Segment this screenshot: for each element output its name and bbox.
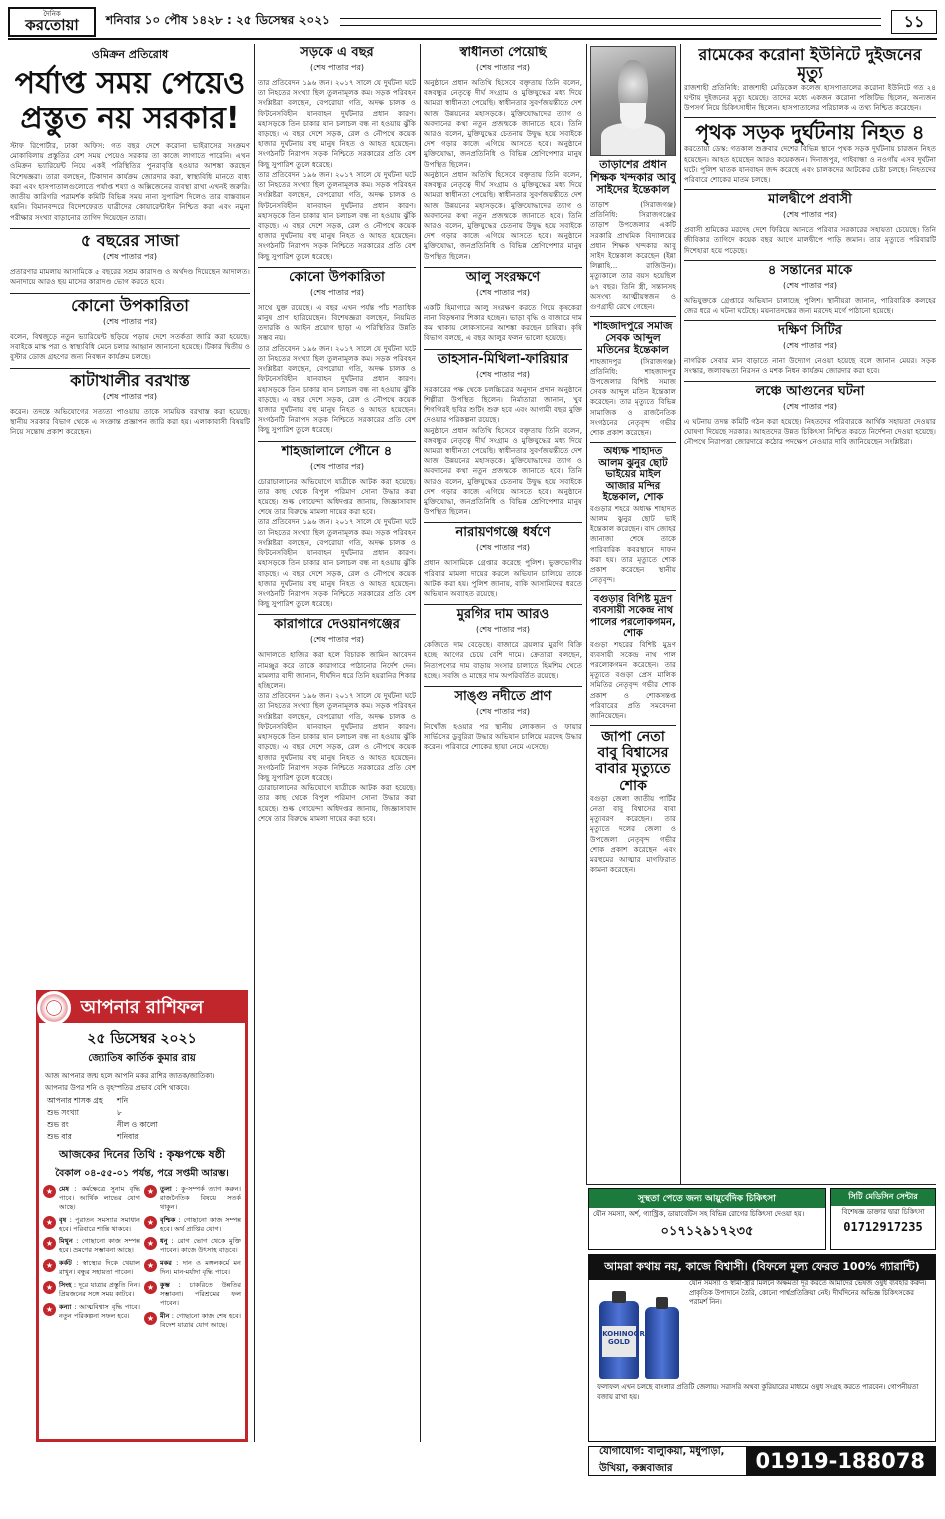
horoscope-author: জ্যোতিষ কার্তিক কুমার রায় — [88, 1053, 196, 1064]
photo-headline: তাড়াশের প্রধান শিক্ষক খন্দকার আবু সাইদের ইন্তেকাল — [590, 158, 676, 197]
continued-note: (শেষ পাতার পর) — [475, 62, 531, 72]
zodiac-sign-entry — [144, 1216, 241, 1234]
column-3 — [424, 46, 582, 1442]
continued-note: (শেষ পাতার পর) — [475, 707, 531, 717]
column-2 — [258, 46, 416, 1442]
zodiac-sign-name: তুলা — [160, 1185, 172, 1193]
zodiac-symbol-icon: ★ — [43, 1259, 56, 1272]
masthead — [8, 6, 937, 40]
story-body: কেজিতে দাম বেড়েছে। বাজারে ব্রয়লার মুরগি বিক্রি হচ্ছে আগের চেয়ে বেশি দামে। ক্রেতারা বলছেন, নিত্যপণ্যের দাম বাড়ায় সংসার চালাতে হিমশিম খেতে হচ্ছে। সবজি ও মাছের দাম অপরিবর্তিত রয়েছে। — [424, 640, 582, 680]
zodiac-sign-prediction: গোছানো কাজ সম্পন্ন হবে। ভ্রমণের সম্ভাবনা আছে। — [59, 1237, 140, 1255]
zodiac-sign-entry — [144, 1185, 241, 1212]
zodiac-sign-text: বৃষ : পুরাতন সমস্যার সমাধান হবে। পরিবারে শান্তি থাকবে। — [59, 1215, 140, 1233]
section-rule — [424, 686, 582, 687]
section-rule — [684, 189, 936, 190]
ad-text: যৌন সমস্যা, অর্শ, গ্যাস্ট্রিক, ডায়াবেটিস সহ বিভিন্ন রোগের চিকিৎসা দেওয়া হয়। — [593, 1210, 805, 1218]
story-body: তার প্রতিবেদন ১৯৬ জন। ২০১৭ সালে যে দুর্ঘটনা ঘটে তা নিহতের সংখ্যা ছিল তুলনামূলক কম। সড়ক পরিবহন সংশ্লিষ্টরা বলছেন, বেপরোয়া গতি, অদক্ষ চালক ও ফিটনেসবিহীন যানবাহন দুর্ঘটনার প্রধান কারণ। মহাসড়কে তিন চাকার যান চলাচল বন্ধ না হওয়ায় ঝুঁকি বাড়ছে। এ বছর দেশে সড়ক, রেল ও নৌপথে কয়েক হাজার দুর্ঘটনায় বহু মানুষ নিহত ও আহত হয়েছেন। সংগঠনটি নিরাপদ সড়ক নিশ্চিতে সরকারের প্রতি বেশ কিছু সুপারিশ তুলে ধরেছে। — [258, 169, 416, 261]
continued-note: (শেষ পাতার পর) — [782, 210, 838, 220]
story-body: আদালতে হাজির করা হলে বিচারক জামিন আবেদন নামঞ্জুর করে তাকে কারাগারে পাঠানোর নির্দেশ দেন। মামলার বাদী জানান, দীর্ঘদিন ধরে তিনি হয়রানির শিকার হচ্ছিলেন। — [258, 650, 416, 691]
story-headline: সাঙ্গু নদীতে প্রাণ — [454, 689, 552, 705]
ad-header: সুস্থতা পেতে জন্য আয়ুর্বেদিক চিকিৎসা — [589, 1189, 825, 1208]
continued-note: (শেষ পাতার পর) — [475, 625, 531, 635]
zodiac-symbol-icon: ★ — [43, 1237, 56, 1250]
zodiac-sign-prediction: স্বাস্থ্যের দিকে খেয়াল রাখুন। বন্ধুর সহায়তা পাবেন। — [59, 1259, 140, 1277]
column-rule — [586, 44, 587, 1184]
zodiac-sign-text: কন্যা : আত্মবিশ্বাস বৃদ্ধি পাবে। নতুন পরিকল্পনা সফল হবে। — [59, 1302, 140, 1320]
lead-headline: পর্যাপ্ত সময় পেয়েও প্রস্তুত নয় সরকার! — [14, 66, 246, 136]
zodiac-sign-prediction: রোগ ভোগ থেকে মুক্তি পাবেন। কাজে উৎসাহ বাড়বে। — [160, 1237, 241, 1255]
zodiac-sign-name: সিংহ — [59, 1281, 72, 1290]
zodiac-sign-text: মীন : গোছানো কাজ শেষ হবে। বিদেশ যাত্রার যোগ আছে। — [160, 1311, 241, 1329]
contact-address: যোগাযোগ: বালুকিয়া, মধুপাড়া, উখিয়া, কক্সবাজার — [599, 1446, 725, 1474]
zodiac-symbol-icon: ★ — [144, 1259, 157, 1272]
continued-note: (শেষ পাতার পর) — [309, 287, 365, 297]
zodiac-symbol-icon: ★ — [43, 1185, 56, 1198]
portrait-photo — [590, 46, 676, 156]
bottle-cap — [612, 1291, 626, 1303]
zodiac-sign-text: মেষ : কর্মক্ষেত্রে সুনাম বৃদ্ধি পাবে। আর্থিক লাভের যোগ আছে। — [59, 1185, 140, 1211]
story-body: তার প্রতিবেদন ১৯৬ জন। ২০১৭ সালে যে দুর্ঘটনা ঘটে তা নিহতের সংখ্যা ছিল তুলনামূলক কম। সড়ক পরিবহন সংশ্লিষ্টরা বলছেন, বেপরোয়া গতি, অদক্ষ চালক ও ফিটনেসবিহীন যানবাহন দুর্ঘটনার প্রধান কারণ। মহাসড়কে তিন চাকার যান চলাচল বন্ধ না হওয়ায় ঝুঁকি বাড়ছে। এ বছর দেশে সড়ক, রেল ও নৌপথে কয়েক হাজার দুর্ঘটনায় বহু মানুষ নিহত ও আহত হয়েছেন। সংগঠনটি নিরাপদ সড়ক নিশ্চিতে সরকারের প্রতি বেশ কিছু সুপারিশ তুলে ধরেছে। — [258, 517, 416, 609]
section-rule — [684, 260, 936, 261]
story-headline: শাহজালালে পৌনে ৪ — [281, 443, 393, 459]
continued-note: (শেষ পাতার পর) — [309, 461, 365, 471]
story-headline: কোনো উপকারিতা — [71, 295, 189, 315]
story-body: চোরাচালানের অভিযোগে যাত্রীকে আটক করা হয়েছে। তার কাছ থেকে বিপুল পরিমাণ সোনা উদ্ধার করা হয়েছে। শুল্ক গোয়েন্দা অধিদপ্তর জানায়, জিজ্ঞাসাবাদ শেষে তার বিরুদ্ধে মামলা দায়ের করা হবে। — [258, 783, 416, 823]
horoscope-row: শুভ সংখ্যা ৮ — [47, 1108, 122, 1117]
zodiac-sign-entry — [43, 1259, 140, 1277]
zodiac-signs-right — [144, 1185, 241, 1333]
zodiac-sign-prediction: কু-সম্পর্ক ত্যাগ করুন। রাজনৈতিক বিষয়ে সতর্ক থাকুন। — [160, 1185, 241, 1211]
continued-note: (শেষ পাতার পর) — [782, 401, 838, 411]
zodiac-sign-text: কর্কট : স্বাস্থ্যের দিকে খেয়াল রাখুন। বন্ধুর সহায়তা পাবেন। — [59, 1259, 140, 1277]
horoscope-row: আপনার শাসক গ্রহ শনি — [47, 1096, 129, 1105]
zodiac-symbol-icon: ★ — [144, 1216, 157, 1229]
section-rule — [424, 604, 582, 605]
zodiac-sign-name: মিথুন — [59, 1237, 73, 1246]
story-body: অনুষ্ঠানে প্রধান অতিথি হিসেবে বক্তৃতায় তিনি বলেন, বঙ্গবন্ধুর নেতৃত্বে দীর্ঘ সংগ্রাম ও মুক্তিযুদ্ধের মধ্য দিয়ে আমরা স্বাধীনতা পেয়েছি। স্বাধীনতার সুবর্ণজয়ন্তীতে দেশ আজ উন্নয়নের মহাসড়কে। মুক্তিযোদ্ধাদের ত্যাগ ও অবদানের কথা নতুন প্রজন্মকে জানাতে হবে। তিনি আরও বলেন, মুক্তিযুদ্ধের চেতনায় উদ্বুদ্ধ হয়ে সবাইকে দেশ গড়ার কাজে এগিয়ে আসতে হবে। অনুষ্ঠানে মুক্তিযোদ্ধা, জনপ্রতিনিধি ও বিভিন্ন শ্রেণিপেশার মানুষ উপস্থিত ছিলেন। — [424, 169, 582, 261]
zodiac-sign-prediction: চাকরিতে উন্নতির সম্ভাবনা। পরিশ্রমের ফল পাবেন। — [160, 1281, 241, 1307]
story-body: বগুড়া শহরের বিশিষ্ট মুদ্রণ ব্যবসায়ী সকেন্দ্র নাথ পাল পরলোকগমন করেছেন। তার মৃত্যুতে বগুড়া প্রেস মালিক সমিতির নেতৃবৃন্দ গভীর শোক প্রকাশ ও শোকসন্তপ্ত পরিবারের প্রতি সমবেদনা জানিয়েছেন। — [590, 639, 676, 721]
bottle-cap — [656, 1297, 668, 1309]
story-body: প্রবাসী শ্রমিকের মরদেহ দেশে ফিরিয়ে আনতে পরিবার সরকারের সহায়তা চেয়েছে। তিনি জীবিকার তাগিদে কয়েক বছর আগে মালদ্বীপে পাড়ি জমান। তার মৃত্যুতে পরিবারটি দিশেহারা হয়ে পড়েছে। — [684, 225, 936, 255]
zodiac-sign-entry — [144, 1259, 241, 1277]
zodiac-sign-name: বৃশ্চিক — [160, 1215, 176, 1224]
zodiac-sign-name: মকর — [160, 1259, 172, 1268]
zodiac-sign-text: ধনু : রোগ ভোগ থেকে মুক্তি পাবেন। কাজে উৎসাহ বাড়বে। — [160, 1237, 241, 1255]
horoscope-row: শুভ বার শনিবার — [47, 1132, 139, 1141]
story-body: শাহজাদপুর (সিরাজগঞ্জ) প্রতিনিধি: শাহজাদপুর উপজেলার বিশিষ্ট সমাজ সেবক আব্দুল মতিন ইন্তেকাল করেছেন। তার মৃত্যুতে বিভিন্ন সামাজিক ও রাজনৈতিক সংগঠনের নেতৃবৃন্দ গভীর শোক প্রকাশ করেছেন। — [590, 356, 676, 438]
continued-note: (শেষ পাতার পর) — [102, 252, 158, 262]
lead-body: স্টাফ রিপোর্টার, ঢাকা অফিস: গত বছর দেশে করোনা ভাইরাসের সংক্রমণ মোকাবিলায় প্রস্তুতির বেশ সময় পেয়েও সরকার তা কাজে লাগাতে পারেনি। এখন ওমিক্রন ভ্যারিয়েন্ট নিয়ে একই পরিস্থিতির পুনরাবৃত্তি হওয়ার আশঙ্কা করছেন বিশেষজ্ঞরা। তারা বলছেন, টিকাদান কার্যক্রম জোরদার করা, স্বাস্থ্যবিধি মানতে বাধ্য করা এবং হাসপাতালগুলোতে পর্যাপ্ত শয্যা ও অক্সিজেনের ব্যবস্থা রাখা এখনই জরুরি। জাতীয় কারিগরি পরামর্শক কমিটি বিভিন্ন সময় নানা সুপারিশ দিলেও তার বাস্তবায়ন হয়নি। বিমানবন্দরে বিদেশফেরত যাত্রীদের কোয়ারেন্টাইন নিশ্চিত করা এবং নমুনা পরীক্ষার সংখ্যা বাড়ানোর তাগিদ দিয়েছেন তারা। — [10, 141, 250, 222]
section-rule — [10, 293, 250, 294]
story-headline: স্বাধীনতা পেয়েছি — [459, 46, 547, 60]
ad-text: যৌন সমস্যা ও স্বামী-স্ত্রীর মিলনে অক্ষমতা দূর করতে আমাদের ভেষজ ওষুধ ব্যবহার করুন। প্রাকৃতিক উপাদানে তৈরি, কোনো পার্শ্বপ্রতিক্রিয়া নেই। দীর্ঘদিনের অভিজ্ঞ চিকিৎসকের পরামর্শ নিন। — [689, 1279, 927, 1307]
section-rule — [590, 316, 676, 317]
bottle-label: KOHINOOR GOLD — [602, 1326, 636, 1357]
tithi-time: বৈকাল ০৪-৫৫-০১ পর্যন্ত, পরে সপ্তমী আরম্ভ। — [55, 1168, 229, 1179]
story-headline: পৃথক সড়ক দুর্ঘটনায় নিহত ৪ — [695, 120, 925, 145]
ayurvedic-ad — [588, 1188, 826, 1250]
bottle-icon — [645, 1307, 679, 1379]
zodiac-sign-prediction: দূরে যাত্রার প্রস্তুতি নিন। প্রিয়জনের সঙ্গে সময় কাটবে। — [59, 1281, 140, 1298]
section-rule — [258, 614, 416, 615]
continued-note: (শেষ পাতার পর) — [475, 369, 531, 379]
issue-date: শনিবার ১০ পৌষ ১৪২৮ : ২৫ ডিসেম্বর ২০২১ — [106, 13, 330, 27]
zodiac-sign-entry — [43, 1281, 140, 1299]
horoscope-title: আপনার রাশিফল — [80, 997, 204, 1018]
story-headline: ৫ বছরের সাজা — [80, 230, 180, 250]
zodiac-sign-name: কর্কট — [59, 1259, 72, 1268]
contact-strip — [588, 1446, 936, 1476]
story-body: রাজশাহী প্রতিনিধি: রাজশাহী মেডিকেল কলেজ হাসপাতালের করোনা ইউনিটে গত ২৪ ঘণ্টায় দুইজনের মৃত্যু হয়েছে। তাদের মধ্যে একজন করোনা পজিটিভ ছিলেন, অন্যজন উপসর্গ নিয়ে চিকিৎসাধীন ছিলেন। হাসপাতালের পরিচালক এ তথ্য নিশ্চিত করেছেন। — [684, 82, 936, 113]
story-body: নাগরিক সেবার মান বাড়াতে নানা উদ্যোগ নেওয়া হয়েছে বলে জানান মেয়র। সড়ক সংস্কার, জলাবদ্ধতা নিরসন ও মশক নিধন কার্যক্রম জোরদার করা হবে। — [684, 356, 936, 376]
zodiac-sign-entry — [43, 1185, 140, 1212]
story-body: বলেন, বিশ্বজুড়ে নতুন ভ্যারিয়েন্ট ছড়িয়ে পড়ায় দেশে সতর্কতা জারি করা হয়েছে। সবাইকে মাস্ক পরা ও স্বাস্থ্যবিধি মেনে চলার আহ্বান জানানো হয়েছে। টিকার দ্বিতীয় ও বুস্টার ডোজ গ্রহণের জন্য নিবন্ধন কার্যক্রম চলছে। — [10, 331, 250, 362]
story-body: তার প্রতিবেদন ১৯৬ জন। ২০১৭ সালে যে দুর্ঘটনা ঘটে তা নিহতের সংখ্যা ছিল তুলনামূলক কম। সড়ক পরিবহন সংশ্লিষ্টরা বলছেন, বেপরোয়া গতি, অদক্ষ চালক ও ফিটনেসবিহীন যানবাহন দুর্ঘটনার প্রধান কারণ। মহাসড়কে তিন চাকার যান চলাচল বন্ধ না হওয়ায় ঝুঁকি বাড়ছে। এ বছর দেশে সড়ক, রেল ও নৌপথে কয়েক হাজার দুর্ঘটনায় বহু মানুষ নিহত ও আহত হয়েছেন। সংগঠনটি নিরাপদ সড়ক নিশ্চিতে সরকারের প্রতি বেশ কিছু সুপারিশ তুলে ধরেছে। — [258, 343, 416, 435]
zodiac-symbol-icon: ★ — [144, 1237, 157, 1250]
story-headline: রামেকের করোনা ইউনিটে দুইজনের মৃত্যু — [698, 46, 922, 83]
horoscope-date: ২৫ ডিসেম্বর ২০২১ — [87, 1031, 197, 1047]
horoscope-table — [39, 1096, 245, 1144]
zodiac-sign-text: তুলা : কু-সম্পর্ক ত্যাগ করুন। রাজনৈতিক বিষয়ে সতর্ক থাকুন। — [160, 1185, 241, 1211]
section-rule — [258, 441, 416, 442]
story-headline: লঞ্চে আগুনের ঘটনা — [755, 383, 865, 399]
story-body: একটি হিমাগারে আলু সংরক্ষণ করতে গিয়ে কৃষকেরা নানা বিড়ম্বনার শিকার হচ্ছেন। ভাড়া বৃদ্ধি ও বাজারে দাম কম থাকায় লোকসানের আশঙ্কা করছেন চাষিরা। কৃষি বিভাগ বলছে, এ বছর আলুর ফলন ভালো হয়েছে। — [424, 302, 582, 343]
horoscope-row: শুভ রং নীল ও কালো — [47, 1120, 158, 1129]
herbal-medicine-ad — [588, 1254, 936, 1442]
section-rule — [590, 442, 676, 443]
zodiac-sign-text: সিংহ : দূরে যাত্রার প্রস্তুতি নিন। প্রিয়জনের সঙ্গে সময় কাটবে। — [59, 1281, 140, 1298]
zodiac-sign-entry — [43, 1216, 140, 1234]
story-body: নিখোঁজ হওয়ার পর স্থানীয় লোকজন ও ফায়ার সার্ভিসের ডুবুরিরা উদ্ধার অভিযান চালিয়ে মরদেহ উদ্ধার করেন। পরিবারে শোকের ছায়া নেমে এসেছে। — [424, 722, 582, 752]
story-body: অনুষ্ঠানে প্রধান অতিথি হিসেবে বক্তৃতায় তিনি বলেন, বঙ্গবন্ধুর নেতৃত্বে দীর্ঘ সংগ্রাম ও মুক্তিযুদ্ধের মধ্য দিয়ে আমরা স্বাধীনতা পেয়েছি। স্বাধীনতার সুবর্ণজয়ন্তীতে দেশ আজ উন্নয়নের মহাসড়কে। মুক্তিযোদ্ধাদের ত্যাগ ও অবদানের কথা নতুন প্রজন্মকে জানাতে হবে। তিনি আরও বলেন, মুক্তিযুদ্ধের চেতনায় উদ্বুদ্ধ হয়ে সবাইকে দেশ গড়ার কাজে এগিয়ে আসতে হবে। অনুষ্ঠানে মুক্তিযোদ্ধা, জনপ্রতিনিধি ও বিভিন্ন শ্রেণিপেশার মানুষ উপস্থিত ছিলেন। — [424, 77, 582, 169]
continued-note: (শেষ পাতার পর) — [782, 341, 838, 351]
masthead-rule — [340, 18, 881, 26]
story-body: বগুড়ার শহরে অধ্যক্ষ শাহাদত আলম ঝুনুর ছোট ভাই ইন্তেকাল করেছেন। বাদ জোহর জানাজা শেষে তাকে পারিবারিক কবরস্থানে দাফন করা হয়। তার মৃত্যুতে শোক প্রকাশ করেছেন স্থানীয় নেতৃবৃন্দ। — [590, 503, 676, 585]
story-body: তার প্রতিবেদন ১৯৬ জন। ২০১৭ সালে যে দুর্ঘটনা ঘটে তা নিহতের সংখ্যা ছিল তুলনামূলক কম। সড়ক পরিবহন সংশ্লিষ্টরা বলছেন, বেপরোয়া গতি, অদক্ষ চালক ও ফিটনেসবিহীন যানবাহন দুর্ঘটনার প্রধান কারণ। মহাসড়কে তিন চাকার যান চলাচল বন্ধ না হওয়ায় ঝুঁকি বাড়ছে। এ বছর দেশে সড়ক, রেল ও নৌপথে কয়েক হাজার দুর্ঘটনায় বহু মানুষ নিহত ও আহত হয়েছেন। সংগঠনটি নিরাপদ সড়ক নিশ্চিতে সরকারের প্রতি বেশ কিছু সুপারিশ তুলে ধরেছে। — [258, 691, 416, 782]
ad-phone: ০১৭১২৯১৭২৩৫ — [660, 1223, 754, 1239]
contact-footer — [588, 1446, 936, 1476]
ad-top-rule — [586, 1184, 936, 1185]
story-body: সরকারের পক্ষ থেকে চলচ্চিত্রের অনুদান প্রদান অনুষ্ঠানে শিল্পীরা উপস্থিত ছিলেন। নির্মাতারা জানান, খুব শিগগিরই ছবির শুটিং শুরু হবে এবং আগামী বছর মুক্তি দেওয়ার পরিকল্পনা রয়েছে। — [424, 384, 582, 425]
column-rule — [420, 44, 421, 1442]
zodiac-symbol-icon: ★ — [144, 1281, 157, 1294]
zodiac-sign-prediction: গোছানো কাজ শেষ হবে। বিদেশ যাত্রার যোগ আছে। — [160, 1311, 241, 1329]
story-headline: দক্ষিণ সিটির — [778, 323, 842, 339]
story-headline: আলু সংরক্ষণে — [465, 269, 541, 285]
horoscope-box — [36, 990, 248, 1442]
zodiac-sign-text: কুম্ভ : চাকরিতে উন্নতির সম্ভাবনা। পরিশ্রমের ফল পাবেন। — [160, 1281, 241, 1307]
section-rule — [424, 267, 582, 268]
section-rule — [684, 320, 936, 321]
story-headline: কোনো উপকারিতা — [289, 269, 385, 285]
story-headline: শাহজাদপুরে সমাজ সেবক আব্দুল মতিনের ইন্তেকাল — [593, 320, 673, 357]
zodiac-sign-prediction: কর্মক্ষেত্রে সুনাম বৃদ্ধি পাবে। আর্থিক লাভের যোগ আছে। — [59, 1185, 140, 1211]
continued-note: (শেষ পাতার পর) — [475, 543, 531, 553]
zodiac-sign-entry — [43, 1303, 140, 1321]
zodiac-sign-name: মীন — [160, 1311, 170, 1320]
column-4 — [590, 46, 676, 1182]
story-body: সাথে যুক্ত রয়েছে। এ বছর এখন পর্যন্ত পাঁচ শতাধিক মানুষ প্রাণ হারিয়েছেন। বিশেষজ্ঞরা বলছেন, নিয়মিত তদারকি ও আইন প্রয়োগ ছাড়া এ পরিস্থিতির উন্নতি সম্ভব নয়। — [258, 302, 416, 343]
zodiac-sign-text: মকর : দান ও মঙ্গলকর্মে মন দিন। মান-মর্যাদা বৃদ্ধি পাবে। — [160, 1259, 241, 1277]
story-body: তার প্রতিবেদন ১৯৬ জন। ২০১৭ সালে যে দুর্ঘটনা ঘটে তা নিহতের সংখ্যা ছিল তুলনামূলক কম। সড়ক পরিবহন সংশ্লিষ্টরা বলছেন, বেপরোয়া গতি, অদক্ষ চালক ও ফিটনেসবিহীন যানবাহন দুর্ঘটনার প্রধান কারণ। মহাসড়কে তিন চাকার যান চলাচল বন্ধ না হওয়ায় ঝুঁকি বাড়ছে। এ বছর দেশে সড়ক, রেল ও নৌপথে কয়েক হাজার দুর্ঘটনায় বহু মানুষ নিহত ও আহত হয়েছেন। সংগঠনটি নিরাপদ সড়ক নিশ্চিতে সরকারের প্রতি বেশ কিছু সুপারিশ তুলে ধরেছে। — [258, 77, 416, 169]
zodiac-signs — [39, 1185, 245, 1333]
zodiac-sign-entry — [144, 1281, 241, 1308]
column-rule — [254, 44, 255, 1442]
continued-note: (শেষ পাতার পর) — [782, 280, 838, 290]
zodiac-sign-text: বৃশ্চিক : গোছানো কাজ সম্পন্ন হবে। অর্থ প্রাপ্তির যোগ। — [160, 1215, 241, 1233]
contact-phone: 01919-188078 — [746, 1447, 935, 1475]
zodiac-sign-entry — [144, 1237, 241, 1255]
story-body: প্রতারণার মামলায় আসামিকে ৫ বছরের সশ্রম কারাদণ্ড ও অর্থদণ্ড দিয়েছেন আদালত। অনাদায়ে আরও ছয় মাসের কারাদণ্ড ভোগ করতে হবে। — [10, 267, 250, 287]
bottle-icon — [599, 1301, 645, 1379]
zodiac-signs-left — [43, 1185, 140, 1333]
story-headline: সড়কে এ বছর — [300, 46, 374, 60]
story-body: এ ঘটনায় তদন্ত কমিটি গঠন করা হয়েছে। নিহতদের পরিবারকে আর্থিক সহায়তা দেওয়ার ঘোষণা দিয়েছে সরকার। আহতদের উন্নত চিকিৎসা নিশ্চিত করতে নির্দেশনা দেওয়া হয়েছে। নৌপথে নিরাপত্তা জোরদারে কঠোর পদক্ষেপ নেওয়ার দাবি জানিয়েছেন সংশ্লিষ্টরা। — [684, 416, 936, 447]
zodiac-sign-prediction: গোছানো কাজ সম্পন্ন হবে। অর্থ প্রাপ্তির যোগ। — [160, 1215, 241, 1233]
zodiac-symbol-icon: ★ — [144, 1185, 157, 1198]
ad-phone: 01712917235 — [843, 1219, 923, 1234]
story-headline: নারায়ণগঞ্জে ধর্ষণে — [455, 525, 551, 541]
story-body: করেন। তদন্তে অভিযোগের সত্যতা পাওয়ায় তাকে সাময়িক বরখাস্ত করা হয়েছে। স্থানীয় সরকার বিভাগ থেকে এ সংক্রান্ত প্রজ্ঞাপন জারি করা হয়। এলাকাবাসী বিষয়টি নিয়ে সন্তোষ প্রকাশ করেছেন। — [10, 407, 250, 437]
continued-note: (শেষ পাতার পর) — [102, 392, 158, 402]
story-body: বগুড়া জেলা জাতীয় পার্টির নেতা বাবু বিশ্বাসের বাবা মৃত্যুবরণ করেছেন। তার মৃত্যুতে দলের জেলা ও উপজেলা নেতৃবৃন্দ গভীর শোক প্রকাশ করেছেন এবং মরহুমের আত্মার মাগফিরাত কামনা করেছেন। — [590, 793, 676, 875]
newspaper-logo — [8, 7, 96, 37]
section-rule — [684, 381, 936, 382]
story-headline: মুরগির দাম আরও — [456, 607, 550, 623]
zodiac-sign-name: ধনু — [160, 1237, 168, 1246]
section-rule — [590, 590, 676, 591]
story-body: চোরাচালানের অভিযোগে যাত্রীকে আটক করা হয়েছে। তার কাছ থেকে বিপুল পরিমাণ সোনা উদ্ধার করা হয়েছে। শুল্ক গোয়েন্দা অধিদপ্তর জানায়, জিজ্ঞাসাবাদ শেষে তার বিরুদ্ধে মামলা দায়ের করা হবে। — [258, 476, 416, 517]
story-headline: মালদ্বীপে প্রবাসী — [768, 192, 852, 208]
story-body: অনুষ্ঠানে প্রধান অতিথি হিসেবে বক্তৃতায় তিনি বলেন, বঙ্গবন্ধুর নেতৃত্বে দীর্ঘ সংগ্রাম ও মুক্তিযুদ্ধের মধ্য দিয়ে আমরা স্বাধীনতা পেয়েছি। স্বাধীনতার সুবর্ণজয়ন্তীতে দেশ আজ উন্নয়নের মহাসড়কে। মুক্তিযোদ্ধাদের ত্যাগ ও অবদানের কথা নতুন প্রজন্মকে জানাতে হবে। তিনি আরও বলেন, মুক্তিযুদ্ধের চেতনায় উদ্বুদ্ধ হয়ে সবাইকে দেশ গড়ার কাজে এগিয়ে আসতে হবে। অনুষ্ঠানে মুক্তিযোদ্ধা, জনপ্রতিনিধি ও বিভিন্ন শ্রেণিপেশার মানুষ উপস্থিত ছিলেন। — [424, 425, 582, 517]
section-rule — [424, 349, 582, 350]
column-5 — [684, 46, 936, 1182]
story-body: অভিযুক্তকে গ্রেপ্তারে অভিযান চালাচ্ছে পুলিশ। স্থানীয়রা জানান, পারিবারিক কলহের জের ধরে এ ঘটনা ঘটেছে। ময়নাতদন্তের জন্য মরদেহ মর্গে পাঠানো হয়েছে। — [684, 295, 936, 316]
lead-story — [10, 46, 250, 744]
section-rule — [10, 368, 250, 369]
column-rule — [680, 44, 681, 1184]
story-body: প্রধান আসামিকে গ্রেপ্তার করেছে পুলিশ। ভুক্তভোগীর পরিবার মামলা দায়ের করলে অভিযান চালিয়ে তাকে আটক করা হয়। পুলিশ জানায়, বাকি আসামিদের ধরতে অভিযান অব্যাহত রয়েছে। — [424, 558, 582, 599]
zodiac-sign-name: মেষ — [59, 1185, 69, 1193]
section-rule — [258, 267, 416, 268]
horoscope-intro: আজ আপনার জন্ম হলে আপনি মকর রাশির জাতক/জাতিকা। আপনার উপর শনি ও বৃহস্পতির প্রভাব বেশি থাকবে। — [45, 1072, 215, 1092]
story-headline: তাহসান-মিথিলা-ফারিয়ার — [437, 351, 569, 367]
section-rule — [590, 725, 676, 726]
section-rule — [424, 522, 582, 523]
lead-kicker: ওমিক্রন প্রতিরোধ — [91, 48, 169, 61]
zodiac-symbol-icon: ★ — [43, 1216, 56, 1229]
continued-note: (শেষ পাতার পর) — [102, 316, 158, 326]
continued-note: (শেষ পাতার পর) — [475, 287, 531, 297]
story-body: তাড়াশ (সিরাজগঞ্জ) প্রতিনিধি: সিরাজগঞ্জের তাড়াশ উপজেলার একটি সরকারি প্রাথমিক বিদ্যালয়ের প্রধান শিক্ষক খন্দকার আবু সাইদ ইন্তেকাল করেছেন (ইন্না লিল্লাহি... রাজিউন)। মৃত্যুকালে তার বয়স হয়েছিল ৬৭ বছর। তিনি স্ত্রী, সন্তানসহ অসংখ্য আত্মীয়স্বজন ও গুণগ্রাহী রেখে গেছেন। — [590, 199, 676, 312]
story-headline: বগুড়ার বিশিষ্ট মুদ্রণ ব্যবসায়ী সকেন্দ্র নাথ পালের পরলোকগমন, শোক — [590, 593, 676, 640]
continued-note: (শেষ পাতার পর) — [309, 62, 365, 72]
zodiac-symbol-icon: ★ — [144, 1312, 157, 1325]
page-number: ১১ — [891, 10, 937, 34]
logo-name: করতোয়া — [25, 16, 79, 34]
ad-header: সিটি মেডিসিন সেন্টার — [831, 1189, 935, 1206]
story-body: করতোয়া ডেস্ক: গতকাল শুক্রবার দেশের বিভিন্ন স্থানে পৃথক সড়ক দুর্ঘটনায় চারজন নিহত হয়েছেন। আহত হয়েছেন আরও কয়েকজন। দিনাজপুর, গাইবান্ধা ও নওগাঁয় এসব দুর্ঘটনা ঘটে। পুলিশ ঘাতক যানবাহন জব্দ করেছে এবং চালকদের আটকের চেষ্টা চলছে। নিহতদের পরিবারে শোকের মাতম চলছে। — [684, 144, 936, 185]
zodiac-sign-entry — [43, 1237, 140, 1255]
zodiac-wheel-icon — [37, 991, 71, 1025]
zodiac-symbol-icon: ★ — [43, 1303, 56, 1316]
zodiac-symbol-icon: ★ — [43, 1281, 56, 1294]
tithi-title: আজকের দিনের তিথি : কৃষ্ণপক্ষে ষষ্ঠী — [58, 1148, 226, 1161]
ad-text: বিশেষজ্ঞ ডাক্তার দ্বারা চিকিৎসা — [841, 1208, 925, 1216]
zodiac-sign-name: কন্যা — [59, 1302, 72, 1311]
story-headline: কাটাখালীর বরখাস্ত — [70, 370, 190, 390]
zodiac-sign-prediction: দান ও মঙ্গলকর্মে মন দিন। মান-মর্যাদা বৃদ্ধি পাবে। — [160, 1259, 241, 1277]
zodiac-sign-text: মিথুন : গোছানো কাজ সম্পন্ন হবে। ভ্রমণের সম্ভাবনা আছে। — [59, 1237, 140, 1255]
story-headline: জাপা নেতা বাবু বিশ্বাসের বাবার মৃত্যুতে শোক — [595, 729, 671, 794]
logo-top-text: দৈনিক — [43, 10, 61, 18]
zodiac-sign-prediction: আত্মবিশ্বাস বৃদ্ধি পাবে। নতুন পরিকল্পনা সফল হবে। — [59, 1302, 140, 1320]
horoscope-header — [39, 993, 245, 1023]
ad-header: আমরা কথায় নয়, কাজে বিশ্বাসী। (বিফলে মূল্য ফেরত 100% গ্যারান্টি) — [589, 1255, 935, 1280]
section-rule — [10, 228, 250, 229]
zodiac-sign-prediction: পুরাতন সমস্যার সমাধান হবে। পরিবারে শান্তি থাকবে। — [59, 1215, 140, 1233]
story-headline: কারাগারে দেওয়ানগঞ্জের — [274, 617, 400, 633]
story-headline: অধ্যক্ষ শাহাদত আলম ঝুনুর ছোট ভাইয়ের মাইল আজার মন্দির ইন্তেকাল, শোক — [598, 446, 668, 504]
ad-text: ফলাফল এখন চলছে বাংলার প্রতিটি জেলায়। সরাসরি অথবা কুরিয়ারের মাধ্যমে ওষুধ সংগ্রহ করতে পারবেন। গোপনীয়তা বজায় রাখা হয়। — [597, 1383, 919, 1401]
zodiac-sign-entry — [144, 1312, 241, 1330]
zodiac-sign-name: বৃষ — [59, 1215, 67, 1224]
story-headline: ৪ সন্তানের মাকে — [767, 262, 853, 278]
continued-note: (শেষ পাতার পর) — [309, 635, 365, 645]
medicine-center-ad — [830, 1188, 936, 1250]
zodiac-sign-name: কুম্ভ — [160, 1281, 170, 1290]
section-rule — [684, 117, 936, 118]
